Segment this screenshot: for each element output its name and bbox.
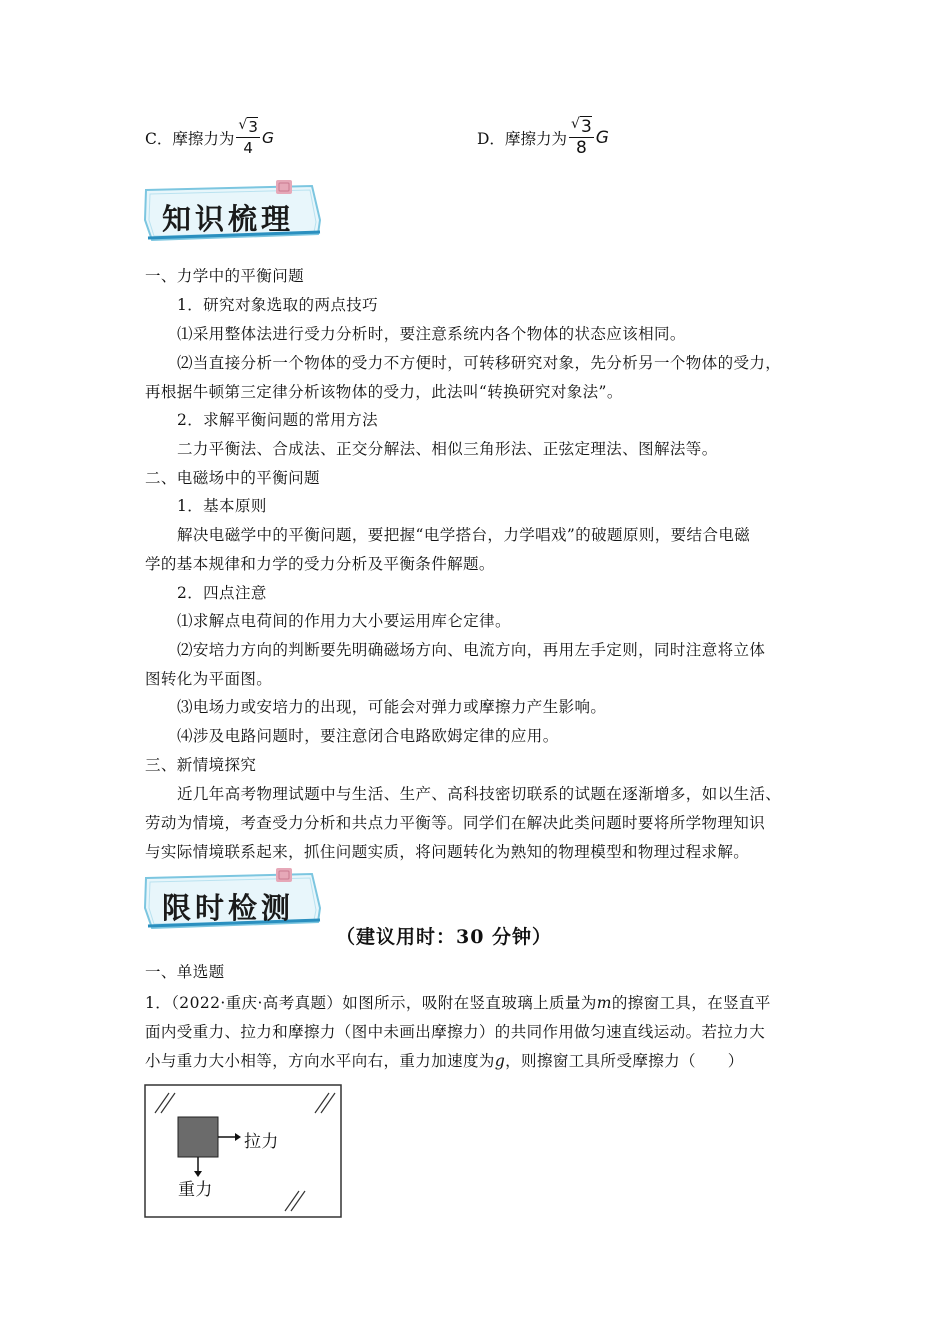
- option-c-numerator: 3: [248, 118, 258, 136]
- option-c: [145, 118, 274, 157]
- pull-force-label: 拉力: [244, 1132, 279, 1152]
- mass-variable: m: [596, 994, 612, 1012]
- heading-new-context: 三、新情境探究: [145, 756, 257, 774]
- paper-clip-icon: [276, 868, 292, 882]
- question-type-heading: 一、单选题: [145, 963, 225, 981]
- section-title-knowledge: 知识梳理: [162, 202, 295, 236]
- paragraph-line: 解决电磁学中的平衡问题，要把握“电学搭台，力学唱戏”的破题原则，要结合电磁: [177, 526, 751, 544]
- paragraph-line: ⑴求解点电荷间的作用力大小要运用库仑定律。: [177, 612, 511, 630]
- paragraph-line: ⑷涉及电路问题时，要注意闭合电路欧姆定律的应用。: [177, 727, 559, 745]
- question-1-line-1: 1．（2022·重庆·高考真题）如图所示，吸附在竖直玻璃上质量为m的擦窗工具，在竖直平: [145, 994, 771, 1012]
- paragraph-line: 劳动为情境，考查受力分析和共点力平衡等。同学们在解决此类问题时要将所学物理知识: [145, 814, 766, 832]
- paragraph-line: 与实际情境联系起来，抓住问题实质，将问题转化为熟知的物理模型和物理过程求解。: [145, 843, 750, 861]
- subheading-common-methods: 2．求解平衡问题的常用方法: [177, 411, 379, 429]
- subheading-basic-principle: 1．基本原则: [177, 497, 267, 515]
- suggested-time: （建议用时：30 分钟）: [336, 926, 553, 948]
- option-d-variable: G: [595, 127, 609, 148]
- paragraph-line: ⑵当直接分析一个物体的受力不方便时，可转移研究对象，先分析另一个物体的受力，: [177, 354, 782, 372]
- heading-mechanics-balance: 一、力学中的平衡问题: [145, 267, 305, 285]
- paragraph-line: ⑶电场力或安培力的出现，可能会对弹力或摩擦力产生影响。: [177, 698, 607, 716]
- option-c-denominator: 4: [243, 139, 253, 157]
- option-c-variable: G: [261, 128, 274, 147]
- glass-frame: [145, 1085, 341, 1217]
- heading-em-balance: 二、电磁场中的平衡问题: [145, 469, 320, 487]
- paragraph-line: 再根据牛顿第三定律分析该物体的受力，此法叫“转换研究对象法”。: [145, 383, 623, 401]
- paragraph-line: 图转化为平面图。: [145, 670, 273, 688]
- cleaning-tool-block: [178, 1117, 218, 1157]
- question-1-line-3: 小与重力大小相等，方向水平向右，重力加速度为g，则擦窗工具所受摩擦力（ ）: [145, 1052, 744, 1070]
- option-d-text: 摩擦力为: [504, 129, 567, 148]
- window-cleaner-figure: [143, 1083, 345, 1221]
- option-d-letter: D．: [477, 129, 505, 148]
- question-1-line-2: 面内受重力、拉力和摩擦力（图中未画出摩擦力）的共同作用做匀速直线运动。若拉力大: [145, 1023, 766, 1041]
- paragraph-line: ⑴采用整体法进行受力分析时，要注意系统内各个物体的状态应该相同。: [177, 325, 686, 343]
- subheading-four-notes: 2．四点注意: [177, 584, 267, 602]
- gravity-label: 重力: [178, 1180, 213, 1200]
- subheading-object-selection: 1．研究对象选取的两点技巧: [177, 296, 379, 314]
- option-d-numerator: 3: [580, 117, 592, 137]
- paragraph-line: 二力平衡法、合成法、正交分解法、相似三角形法、正弦定理法、图解法等。: [177, 440, 718, 458]
- option-c-fraction: √ 3 4: [238, 117, 258, 157]
- paragraph-line: 学的基本规律和力学的受力分析及平衡条件解题。: [145, 555, 495, 573]
- paper-clip-icon: [276, 180, 292, 194]
- option-d-fraction: √ 3 8: [570, 116, 592, 158]
- option-c-letter: C．: [145, 129, 173, 148]
- paragraph-line: ⑵安培力方向的判断要先明确磁场方向、电流方向，再用左手定则，同时注意将立体: [177, 641, 766, 659]
- option-d: [477, 118, 609, 157]
- gravity-accel-variable: g: [494, 1052, 506, 1070]
- paragraph-line: 近几年高考物理试题中与生活、生产、高科技密切联系的试题在逐渐增多，如以生活、: [177, 785, 782, 803]
- option-d-denominator: 8: [575, 138, 587, 158]
- section-title-timed-test: 限时检测: [162, 891, 295, 925]
- option-c-text: 摩擦力为: [172, 129, 235, 148]
